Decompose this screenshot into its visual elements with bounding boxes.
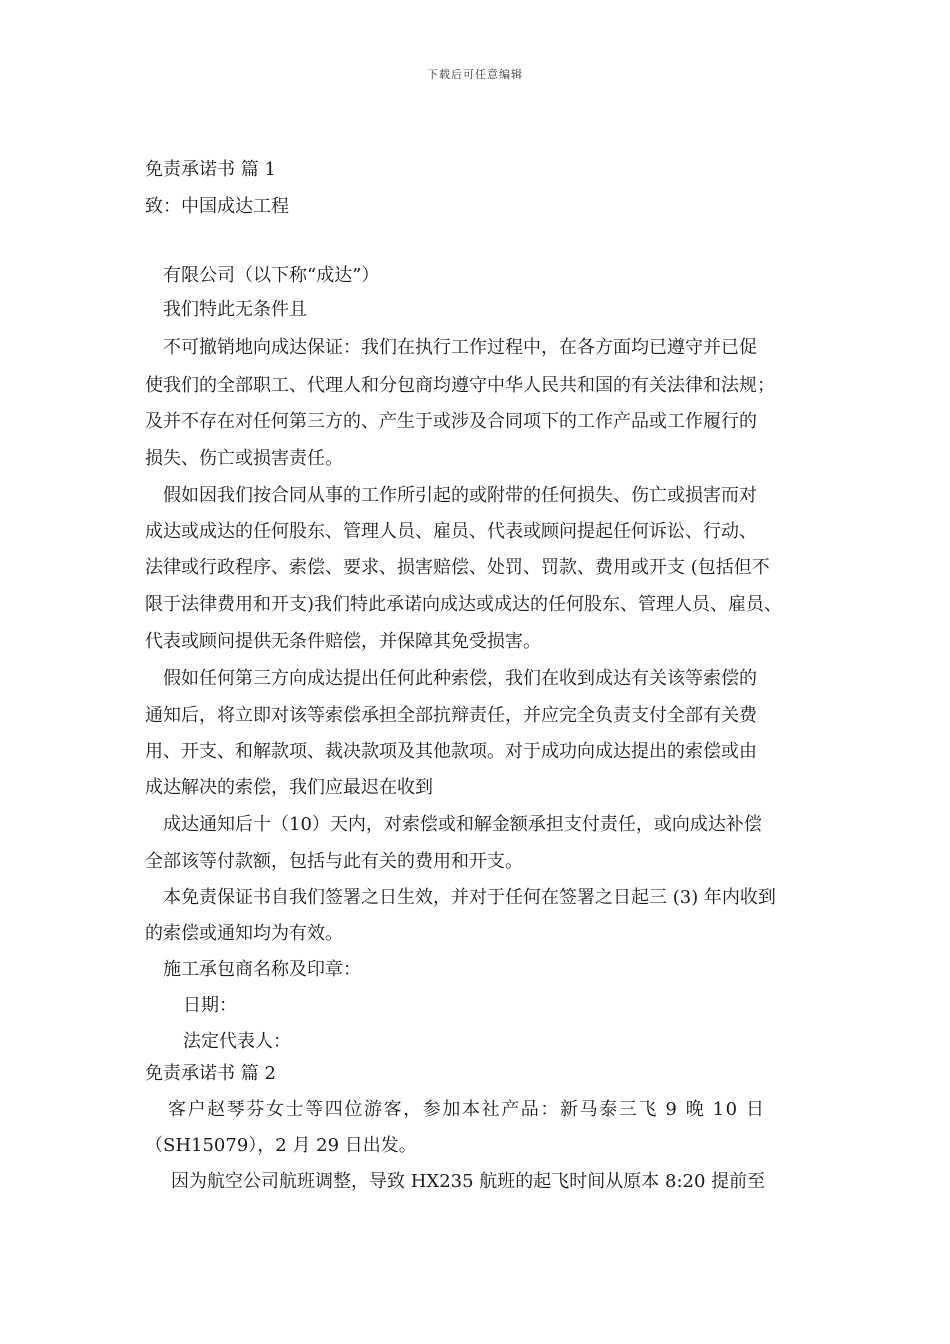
paragraph-line: 成达通知后十（10）天内，对索偿或和解金额承担支付责任，或向成达补偿 <box>163 814 762 835</box>
section-title-1: 免责承诺书 篇 1 <box>145 159 276 180</box>
paragraph-line: 全部该等付款额，包括与此有关的费用和开支。 <box>145 851 523 872</box>
addressee-continued: 有限公司（以下称“成达”） <box>163 265 380 286</box>
paragraph-line: 成达或成达的任何股东、管理人员、雇员、代表或顾问提起任何诉讼、行动、 <box>145 521 757 542</box>
paragraph-line: （SH15079），2 月 29 日出发。 <box>145 1135 417 1156</box>
section-title-2: 免责承诺书 篇 2 <box>145 1063 276 1084</box>
signature-representative-label: 法定代表人： <box>183 1031 291 1052</box>
signature-date-label: 日期： <box>183 995 237 1016</box>
paragraph-line: 用、开支、和解款项、裁决款项及其他款项。对于成功向成达提出的索偿或由 <box>145 741 757 762</box>
paragraph-line: 本免责保证书自我们签署之日生效，并对于任何在签署之日起三 (3) 年内收到 <box>163 887 776 908</box>
paragraph-line: 损失、伤亡或损害责任。 <box>145 448 343 469</box>
paragraph-line: 使我们的全部职工、代理人和分包商均遵守中华人民共和国的有关法律和法规； <box>145 375 775 396</box>
paragraph-line: 不可撤销地向成达保证：我们在执行工作过程中，在各方面均已遵守并已促 <box>163 337 757 358</box>
paragraph-line: 及并不存在对任何第三方的、产生于或涉及合同项下的工作产品或工作履行的 <box>145 411 757 432</box>
paragraph-line: 代表或顾问提供无条件赔偿，并保障其免受损害。 <box>145 631 541 652</box>
addressee-line: 致：中国成达工程 <box>145 196 289 217</box>
paragraph-line: 通知后，将立即对该等索偿承担全部抗辩责任，并应完全负责支付全部有关费 <box>145 705 757 726</box>
paragraph-line: 限于法律费用和开支)我们特此承诺向成达或成达的任何股东、管理人员、雇员、 <box>145 594 783 615</box>
signature-contractor-label: 施工承包商名称及印章： <box>163 959 361 980</box>
paragraph-line: 成达解决的索偿，我们应最迟在收到 <box>145 777 433 798</box>
paragraph-line: 因为航空公司航班调整，导致 HX235 航班的起飞时间从原本 8:20 提前至 <box>171 1171 766 1192</box>
paragraph-line: 假如任何第三方向成达提出任何此种索偿，我们在收到成达有关该等索偿的 <box>163 668 757 689</box>
header-note: 下载后可任意编辑 <box>427 68 523 81</box>
paragraph-line: 法律或行政程序、索偿、要求、损害赔偿、处罚、罚款、费用或开支 (包括但不 <box>145 557 770 578</box>
paragraph-line: 我们特此无条件且 <box>163 299 307 320</box>
paragraph-line: 的索偿或通知均为有效。 <box>145 923 343 944</box>
paragraph-line: 客户赵琴芬女士等四位游客，参加本社产品：新马泰三飞 9 晚 10 日 <box>168 1099 766 1120</box>
paragraph-line: 假如因我们按合同从事的工作所引起的或附带的任何损失、伤亡或损害而对 <box>163 485 757 506</box>
